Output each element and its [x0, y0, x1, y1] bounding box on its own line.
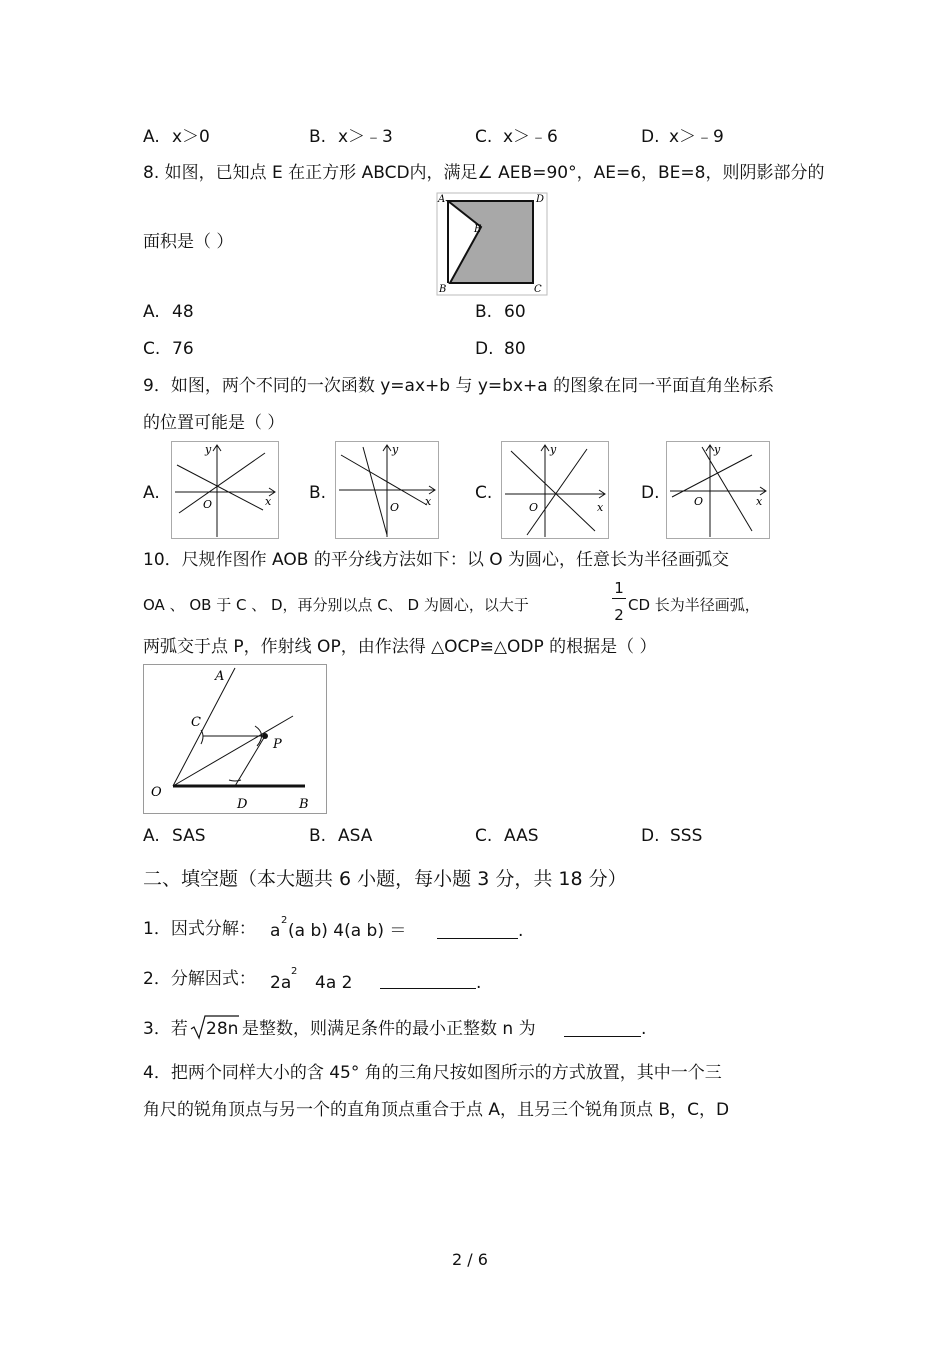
q10-option-a-text: SAS: [172, 826, 206, 846]
fill-q4-line1: 4．把两个同样大小的含 45° 角的三角尺按如图所示的方式放置，其中一个三: [143, 1063, 722, 1083]
q7-option-a-letter[interactable]: A.: [143, 127, 160, 147]
fill-q1-exponent: 2: [281, 915, 288, 926]
fill-q3-prefix: 3．若: [143, 1019, 188, 1039]
fill-q1-end: .: [518, 921, 524, 941]
fill-q1-answer-blank[interactable]: [437, 920, 518, 939]
q9c-y-label: y: [550, 443, 557, 456]
q10-option-b-text: ASA: [338, 826, 373, 846]
q9d-origin-label: O: [694, 495, 704, 508]
q8-option-d-letter[interactable]: D.: [475, 339, 494, 359]
fill-q4-line2: 角尺的锐角顶点与另一个的直角顶点重合于点 A，且另三个锐角顶点 B，C，D: [143, 1100, 730, 1120]
q9d-x-label: x: [756, 495, 763, 508]
q8-option-a-text: 48: [172, 302, 194, 322]
q8-square-figure: [436, 192, 548, 296]
q8-label-e: E: [474, 224, 482, 235]
q10-label-o: O: [151, 785, 162, 800]
q7-option-d-text: x＞﹣9: [669, 127, 724, 147]
q10-option-d-letter[interactable]: D.: [641, 826, 660, 846]
q10-option-a-letter[interactable]: A.: [143, 826, 160, 846]
q7-option-b-letter[interactable]: B.: [309, 127, 327, 147]
q9-option-d-letter[interactable]: D.: [641, 483, 660, 503]
q10-label-b: B: [299, 797, 309, 812]
q8-label-d: D: [536, 194, 545, 205]
q7-option-c-text: x＞﹣6: [503, 127, 558, 147]
q10-bisector-figure: [143, 664, 327, 814]
q10-label-a: A: [215, 669, 225, 684]
q8-label-a: A: [438, 194, 446, 205]
q9b-x-label: x: [425, 495, 432, 508]
q10-option-c-text: AAS: [504, 826, 539, 846]
fill-q3-radicand: 28n: [206, 1019, 239, 1039]
q8-option-b-text: 60: [504, 302, 526, 322]
q7-option-c-letter[interactable]: C.: [475, 127, 493, 147]
q9a-y-label: y: [205, 443, 212, 456]
q10-label-d: D: [237, 797, 248, 812]
q9c-origin-label: O: [529, 501, 539, 514]
q10-stem-line2a: OA 、 OB 于 C 、 D，再分别以点 C、 D 为圆心，以大于: [143, 596, 529, 614]
q10-option-c-letter[interactable]: C.: [475, 826, 493, 846]
q9d-y-label: y: [714, 443, 721, 456]
q7-option-b-text: x＞﹣3: [338, 127, 393, 147]
q10-frac-numerator: 1: [614, 579, 624, 597]
q10-label-c: C: [191, 715, 201, 730]
fill-q2-prefix: 2．分解因式：: [143, 969, 256, 989]
fill-q2-rest: 4a 2: [315, 973, 353, 993]
fill-q1-prefix: 1．因式分解：: [143, 919, 256, 939]
q9-graph-b[interactable]: [335, 441, 439, 539]
q8-stem-line2: 面积是（ ）: [143, 232, 234, 252]
fill-q3-end: .: [641, 1019, 647, 1039]
q9a-origin-label: O: [203, 498, 213, 511]
q10-stem-line2b: CD 长为半径画弧，: [628, 596, 760, 614]
q9-graph-a[interactable]: [171, 441, 279, 539]
fill-q1-base: a: [270, 921, 281, 941]
q9b-y-label: y: [392, 443, 399, 456]
q8-stem-line1: 8. 如图，已知点 E 在正方形 ABCD内，满足∠ AEB=90°，AE=6，BE=8，则阴影部分的: [143, 163, 825, 183]
q10-stem-line1: 10．尺规作图作 AOB 的平分线方法如下：以 O 为圆心，任意长为半径画弧交: [143, 550, 730, 570]
fill-q2-exponent: 2: [291, 966, 298, 977]
q9b-origin-label: O: [390, 501, 400, 514]
section-2-title: 二、填空题（本大题共 6 小题，每小题 3 分，共 18 分）: [143, 868, 627, 890]
q9-stem-line2: 的位置可能是（ ）: [143, 413, 285, 433]
q9c-x-label: x: [597, 501, 604, 514]
q9-option-a-letter[interactable]: A.: [143, 483, 160, 503]
page-number: 2 / 6: [452, 1250, 488, 1269]
q10-label-p: P: [273, 737, 282, 752]
q10-frac-denominator: 2: [614, 606, 624, 624]
q8-option-c-text: 76: [172, 339, 194, 359]
q7-option-d-letter[interactable]: D.: [641, 127, 660, 147]
q8-label-b: B: [439, 284, 447, 295]
q8-option-c-letter[interactable]: C.: [143, 339, 161, 359]
q9-stem-line1: 9．如图，两个不同的一次函数 y=ax+b 与 y=bx+a 的图象在同一平面直角坐标系: [143, 376, 775, 396]
q8-option-a-letter[interactable]: A.: [143, 302, 160, 322]
q10-stem-line3: 两弧交于点 P，作射线 OP，由作法得 △OCP≌△ODP 的根据是（ ）: [143, 637, 657, 657]
fill-q2-answer-blank[interactable]: [380, 970, 476, 989]
q9a-x-label: x: [265, 495, 272, 508]
fill-q3-rest: 是整数，则满足条件的最小正整数 n 为: [242, 1019, 536, 1039]
fill-q2-end: .: [476, 973, 482, 993]
fill-q2-base: 2a: [270, 973, 292, 993]
q8-option-d-text: 80: [504, 339, 526, 359]
q10-option-b-letter[interactable]: B.: [309, 826, 327, 846]
q8-shaded-region: [448, 201, 533, 283]
q10-option-d-text: SSS: [670, 826, 703, 846]
fill-q1-rest: (a b) 4(a b) ＝: [288, 921, 407, 941]
q10-frac-bar: [612, 598, 626, 599]
q9-graph-c[interactable]: [501, 441, 609, 539]
q9-option-c-letter[interactable]: C.: [475, 483, 493, 503]
q9-option-b-letter[interactable]: B.: [309, 483, 327, 503]
fill-q3-answer-blank[interactable]: [564, 1018, 641, 1037]
q9-graph-d[interactable]: [666, 441, 770, 539]
q8-option-b-letter[interactable]: B.: [475, 302, 493, 322]
q7-option-a-text: x＞0: [172, 127, 210, 147]
q8-label-c: C: [534, 284, 542, 295]
